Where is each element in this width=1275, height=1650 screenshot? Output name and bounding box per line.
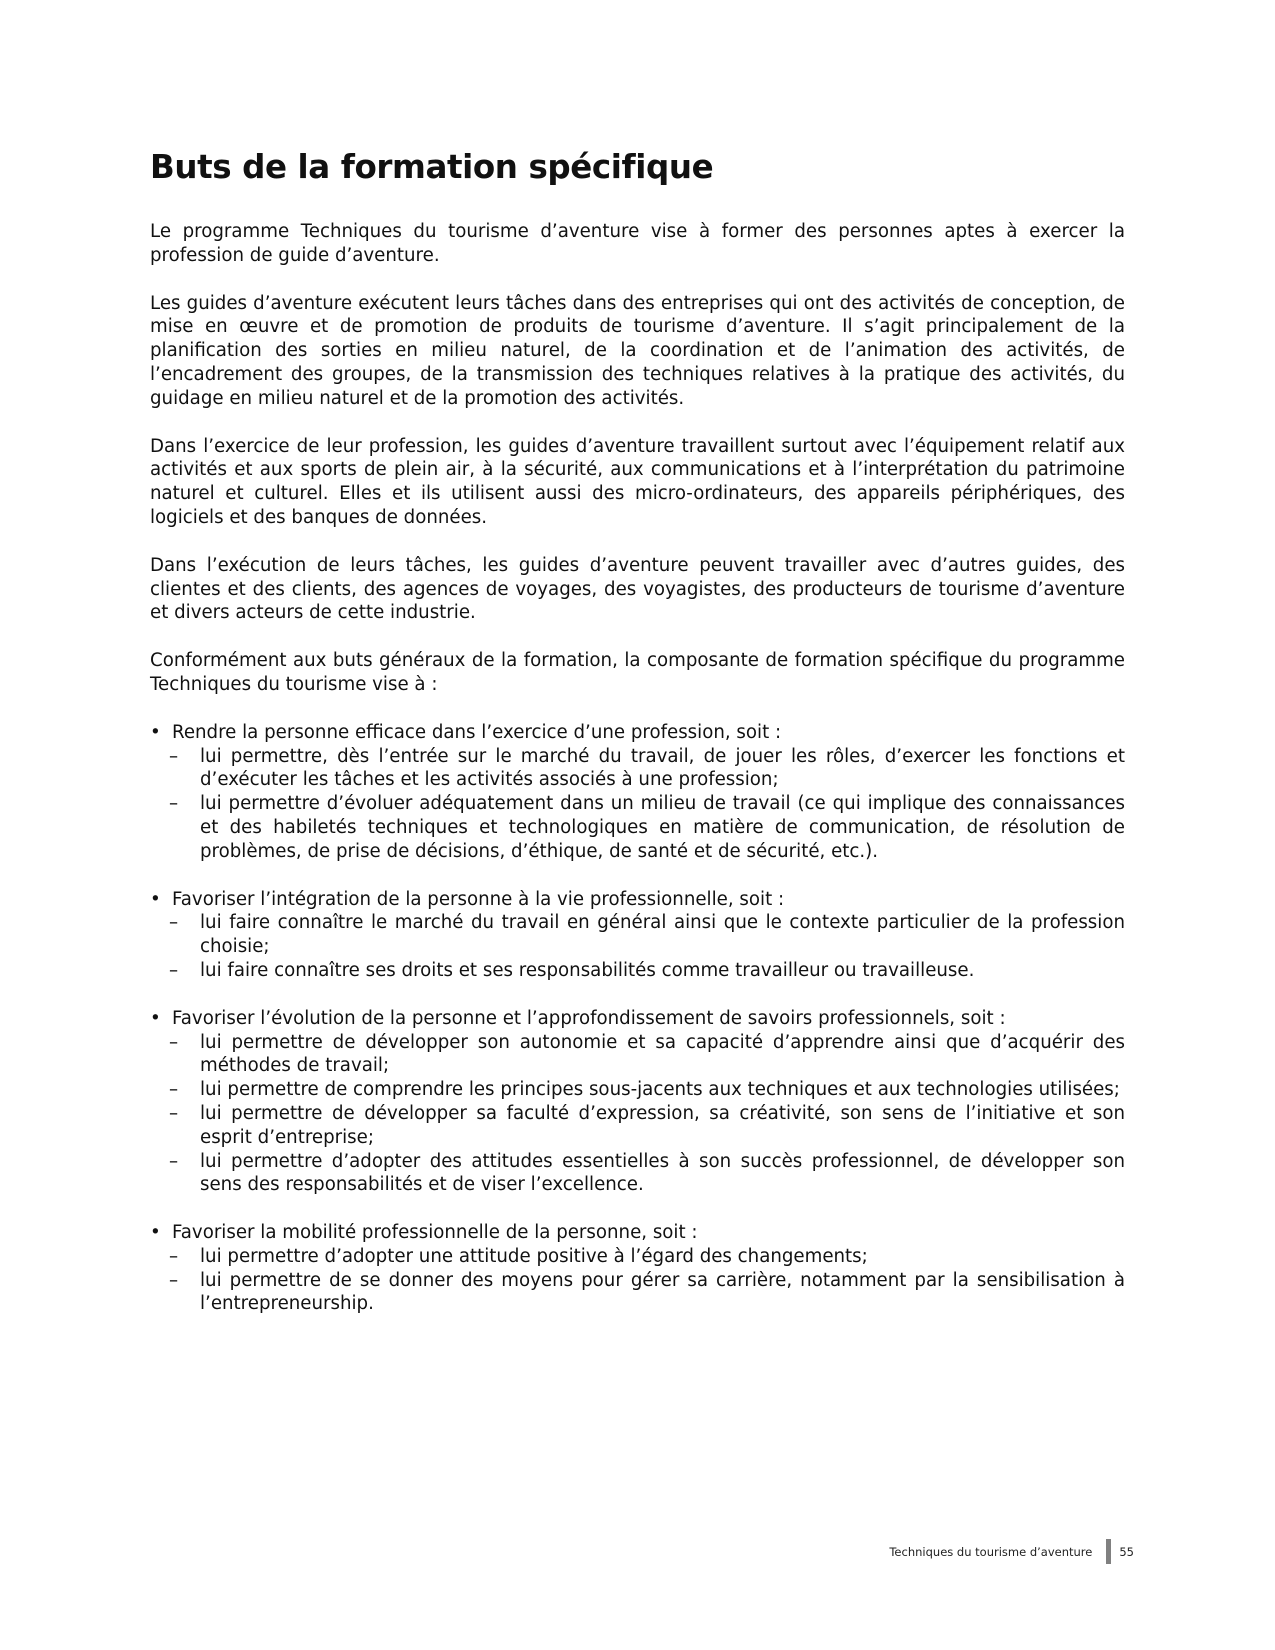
sub-item-text: lui permettre, dès l’entrée sur le marché du travail, de jouer les rôles, d’exercer les fonctions et d’exécuter les tâches et les activités associés à une profession; bbox=[200, 745, 1125, 791]
sub-list bbox=[150, 1031, 1125, 1198]
bullet-text: Rendre la personne efficace dans l’exercice d’une profession, soit : bbox=[172, 721, 782, 743]
bullet-icon: • bbox=[150, 1222, 161, 1244]
sub-item-text: lui permettre de se donner des moyens pour gérer sa carrière, notamment par la sensibilisation à l’entrepreneurship. bbox=[200, 1269, 1125, 1315]
footer-program-title: Techniques du tourisme d’aventure bbox=[889, 1544, 1093, 1559]
sub-item-text: lui faire connaître le marché du travail en général ainsi que le contexte particulier de la profession choisie; bbox=[200, 912, 1125, 958]
sub-list bbox=[150, 1245, 1125, 1316]
bullet-item bbox=[150, 721, 1125, 745]
sub-list-item bbox=[150, 1102, 1125, 1150]
bullet-section bbox=[150, 721, 1125, 864]
bullet-item bbox=[150, 888, 1125, 912]
paragraph: Les guides d’aventure exécutent leurs tâches dans des entreprises qui ont des activités de conception, de mise en œuvre et de promotion de produits de tourisme d’aventure. Il s’agit principalement de la planification des sorties en milieu naturel, de la coordination et de l’animation des activités, de l’encadrement des groupes, de la transmission des techniques relatives à la pratique des activités, du guidage en milieu naturel et de la promotion des activités. bbox=[150, 292, 1125, 409]
sub-list-item bbox=[150, 1245, 1125, 1269]
paragraph: Dans l’exercice de leur profession, les guides d’aventure travaillent surtout avec l’équipement relatif aux activités et aux sports de plein air, à la sécurité, aux communications et à l’interprétation du patrimoine naturel et culturel. Elles et ils utilisent aussi des micro-ordinateurs, des appareils périphériques, des logiciels et des banques de données. bbox=[150, 435, 1125, 528]
sub-list-item bbox=[150, 1031, 1125, 1079]
sub-list bbox=[150, 745, 1125, 864]
sub-list-item bbox=[150, 745, 1125, 793]
bullet-icon: • bbox=[150, 888, 161, 910]
dash-icon: – bbox=[169, 1269, 179, 1291]
sub-list-item bbox=[150, 1150, 1125, 1198]
dash-icon: – bbox=[169, 745, 179, 767]
dash-icon: – bbox=[169, 912, 179, 934]
bullet-icon: • bbox=[150, 1007, 161, 1029]
bullet-icon: • bbox=[150, 721, 161, 743]
bullet-text: Favoriser la mobilité professionnelle de la personne, soit : bbox=[172, 1222, 698, 1244]
sub-item-text: lui permettre de comprendre les principes sous-jacents aux techniques et aux technologies utilisées; bbox=[200, 1079, 1120, 1101]
document-page bbox=[150, 148, 1125, 1340]
sub-item-text: lui permettre de développer son autonomie et sa capacité d’apprendre ainsi que d’acquérir des méthodes de travail; bbox=[200, 1031, 1125, 1077]
dash-icon: – bbox=[169, 1079, 179, 1101]
page-title: Buts de la formation spécifique bbox=[150, 148, 714, 186]
sub-list-item bbox=[150, 1269, 1125, 1317]
bullet-section bbox=[150, 888, 1125, 983]
sub-list bbox=[150, 911, 1125, 982]
sub-item-text: lui permettre d’adopter une attitude positive à l’égard des changements; bbox=[200, 1245, 868, 1267]
sub-item-text: lui faire connaître ses droits et ses responsabilités comme travailleur ou travailleuse. bbox=[200, 959, 975, 981]
bullet-item bbox=[150, 1221, 1125, 1245]
dash-icon: – bbox=[169, 959, 179, 981]
page-number: 55 bbox=[1119, 1544, 1134, 1559]
sub-item-text: lui permettre d’évoluer adéquatement dans un milieu de travail (ce qui implique des connaissances et des habiletés techniques et technologiques en matière de communication, de résolution de problèmes, de prise de décisions, d’éthique, de santé et de sécurité, etc.). bbox=[200, 793, 1125, 862]
dash-icon: – bbox=[169, 1031, 179, 1053]
bullet-section bbox=[150, 1221, 1125, 1316]
footer-divider bbox=[1106, 1539, 1111, 1564]
bullet-item bbox=[150, 1007, 1125, 1031]
paragraph: Dans l’exécution de leurs tâches, les guides d’aventure peuvent travailler avec d’autres guides, des clientes et des clients, des agences de voyages, des voyagistes, des producteurs de tourisme d’aventure et divers acteurs de cette industrie. bbox=[150, 554, 1125, 624]
paragraph: Le programme Techniques du tourisme d’aventure vise à former des personnes aptes à exercer la profession de guide d’aventure. bbox=[150, 221, 1125, 266]
dash-icon: – bbox=[169, 1102, 179, 1124]
sub-list-item bbox=[150, 911, 1125, 959]
dash-icon: – bbox=[169, 1245, 179, 1267]
sub-item-text: lui permettre de développer sa faculté d’expression, sa créativité, son sens de l’initiative et son esprit d’entreprise; bbox=[200, 1102, 1125, 1148]
sub-item-text: lui permettre d’adopter des attitudes essentielles à son succès professionnel, de développer son sens des responsabilités et de viser l’excellence. bbox=[200, 1150, 1125, 1196]
bullet-section bbox=[150, 1007, 1125, 1197]
bullet-text: Favoriser l’intégration de la personne à la vie professionnelle, soit : bbox=[172, 888, 785, 910]
sub-list-item bbox=[150, 792, 1125, 863]
page-footer bbox=[889, 1539, 1134, 1564]
dash-icon: – bbox=[169, 1150, 179, 1172]
dash-icon: – bbox=[169, 793, 179, 815]
bullet-text: Favoriser l’évolution de la personne et l’approfondissement de savoirs professionnels, soit : bbox=[172, 1007, 1006, 1029]
paragraph: Conformément aux buts généraux de la formation, la composante de formation spécifique du programme Techniques du tourisme vise à : bbox=[150, 650, 1125, 695]
sub-list-item bbox=[150, 959, 1125, 983]
sub-list-item bbox=[150, 1078, 1125, 1102]
